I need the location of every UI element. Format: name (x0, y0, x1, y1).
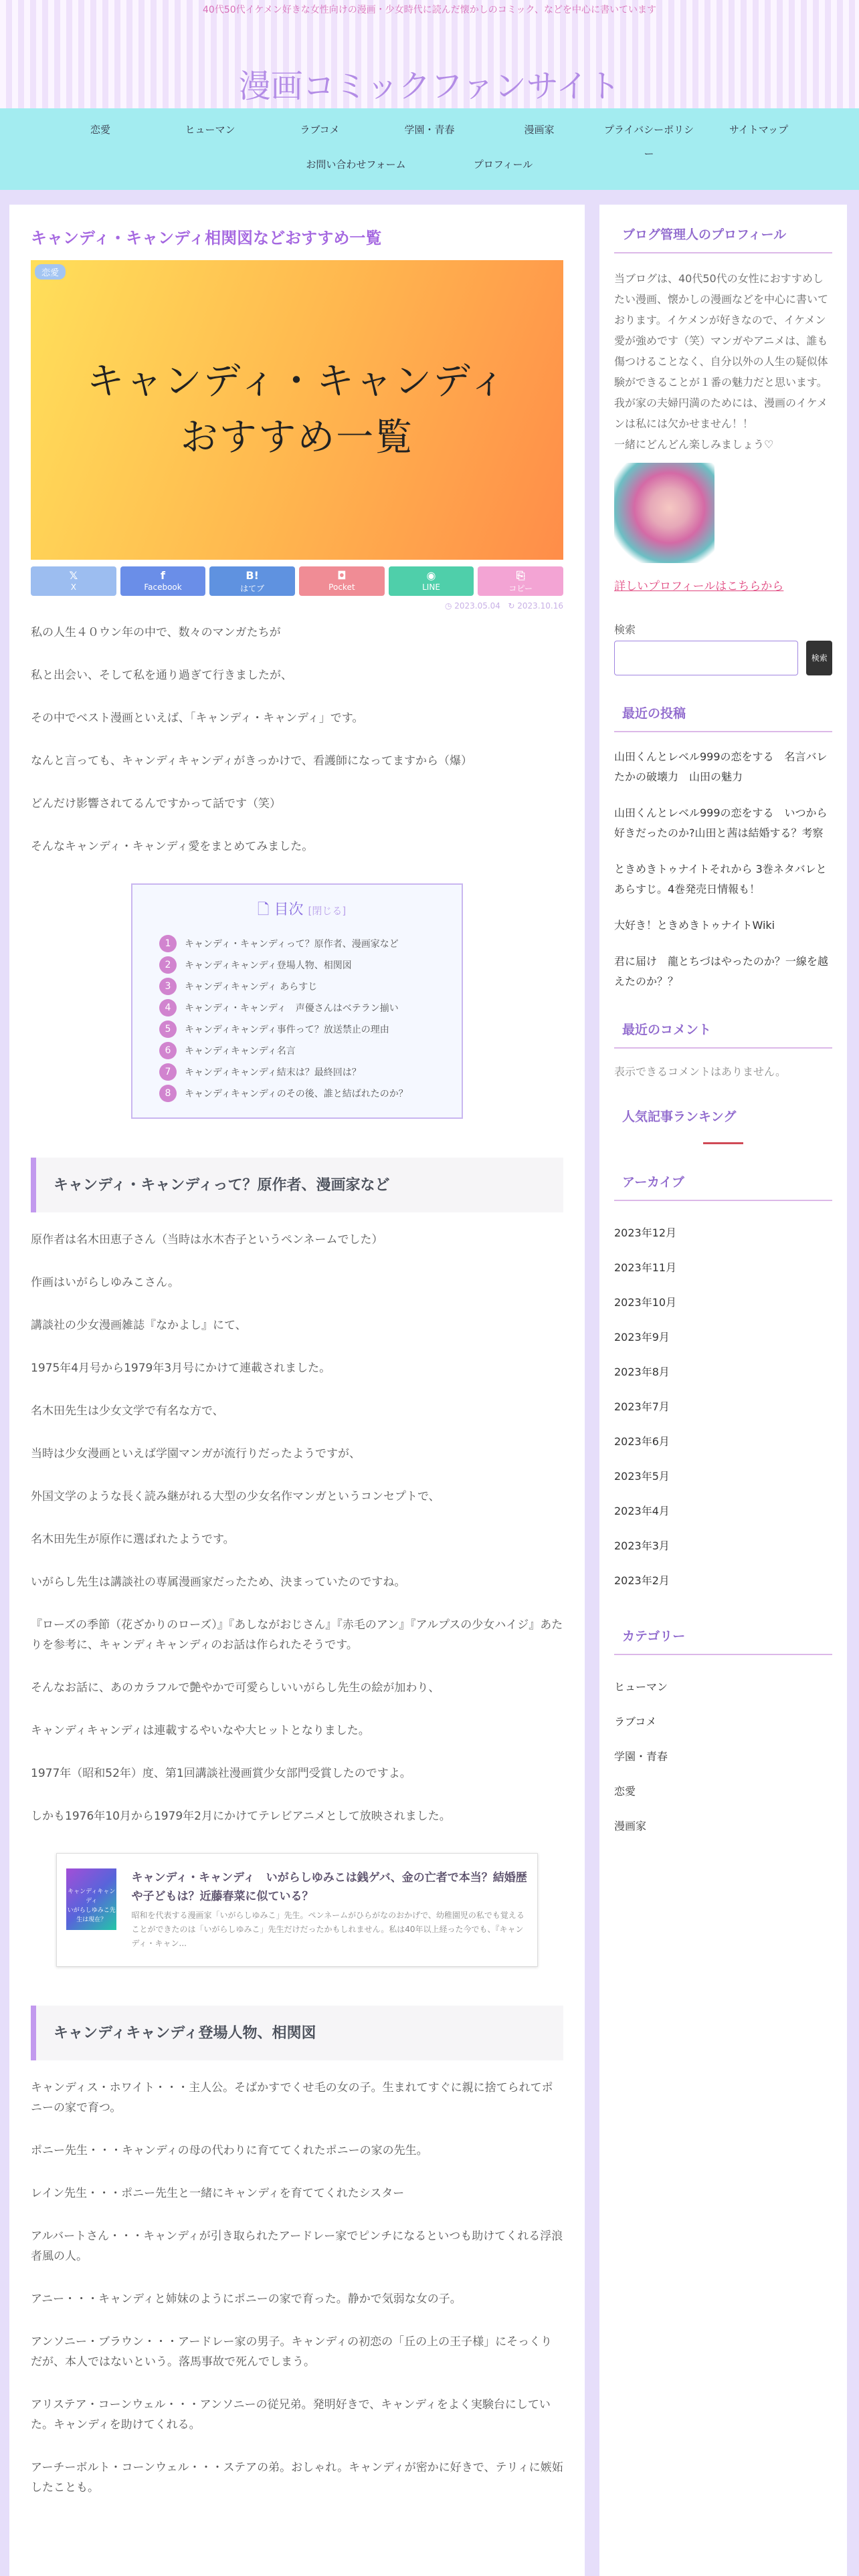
related-article-thumbnail[interactable]: キャンディキャンディ いがらしゆみこ先生は現在？ (66, 1868, 116, 1930)
table-of-contents (131, 883, 463, 1119)
nav-row-secondary (0, 152, 859, 177)
ranking-title: 人気記事ランキング (622, 1109, 737, 1124)
nav-item[interactable]: サイトマップ (729, 124, 789, 136)
section-heading-2: キャンディキャンディ登場人物、相関図 (31, 2006, 563, 2060)
share-label: LINE (422, 582, 440, 592)
paragraph: いがらし先生は講談社の専属漫画家だったため、決まっていたのですね。 (31, 1576, 406, 1589)
paragraph: その中でベスト漫画といえば、「キャンディ・キャンディ」です。 (31, 712, 364, 725)
site-tagline: 40代50代イケメン好きな女性向けの漫画・少女時代に読んだ懐かしのコミック、などを中心に書いています (203, 5, 656, 15)
archive-link[interactable]: 2023年6月 (614, 1435, 670, 1448)
recent-post-link[interactable]: 大好き！ときめきトゥナイトWiki (614, 919, 775, 932)
nav-item[interactable]: 学園・青春 (404, 124, 455, 136)
paragraph: アリステア・コーンウェル・・・アンソニーの従兄弟。発明好きで、キャンディをよく実験台にしていた。キャンディを助けてくれる。 (31, 2398, 551, 2432)
recent-post-link[interactable]: 山田くんとレベル999の恋をする いつから好きだったのか?山田と茜は結婚する？考察 (614, 807, 828, 839)
category-link[interactable]: ヒューマン (614, 1681, 668, 1693)
paragraph: アンソニー・ブラウン・・・アードレー家の男子。キャンディの初恋の「丘の上の王子様」にそっくりだが、本人ではないという。落馬事故で死んでしまう。 (31, 2335, 553, 2369)
eyecatch-line-1: キャンディ・キャンディ (86, 360, 508, 403)
nav-row-primary (0, 118, 859, 160)
paragraph: 原作者は名木田恵子さん（当時は水木杏子というペンネームでした） (31, 1233, 383, 1247)
intro-text (31, 623, 563, 857)
related-article-snippet: 昭和を代表する漫画家「いがらしゆみこ」先生。ペンネームがひらがなのおかげで、幼稚園児の私でも覚えることができたのは「いがらしゆみこ」先生だけだったかもしれません。私は40年以上経った今でも、『キャンディ・キャン... (131, 1911, 524, 1948)
toc-link[interactable]: キャンディキャンディ あらすじ (185, 982, 318, 992)
toc-link[interactable]: キャンディ・キャンディ 声優さんはベテラン揃い (185, 1003, 399, 1014)
post-dates (31, 601, 563, 611)
paragraph: 作画はいがらしゆみこさん。 (31, 1276, 180, 1289)
related-article-title[interactable]: キャンディ・キャンディ いがらしゆみこは銭ゲバ、金の亡者で本当？結婚歴や子どもは？近藤春菜に似ている？ (131, 1871, 527, 1903)
paragraph: そんなキャンディ・キャンディ愛をまとめてみました。 (31, 840, 314, 853)
paragraph: アニー・・・キャンディと姉妹のようにポニーの家で育った。静かで気弱な女の子。 (31, 2292, 462, 2306)
nav-item[interactable]: お問い合わせフォーム (306, 158, 406, 171)
date-updated: 2023.10.16 (517, 601, 563, 611)
recent-posts-title: 最近の投稿 (614, 704, 832, 732)
toc-number: 4 (159, 999, 177, 1016)
eyecatch-image (31, 260, 563, 560)
category-link[interactable]: ラブコメ (614, 1715, 657, 1728)
paragraph: なんと言っても、キャンディキャンディがきっかけで、看護師になってますから（爆） (31, 754, 472, 768)
profile-text: 当ブログは、40代50代の女性におすすめしたい漫画、懐かしの漫画などを中心に書いております。イケメンが好きなので、イケメン愛が強めです（笑）マンガやアニメは、誰も傷つけることなく、自分以外の人生の疑似体験ができることが１番の魅力だと思います。我が家の夫婦円満のためには、漫画のイケメンは私には欠かせません！！ 一緒にどんどん楽しみましょう♡ (614, 272, 829, 451)
recent-post-link[interactable]: 山田くんとレベル999の恋をする 名言バレたかの破壊力 山田の魅力 (614, 750, 828, 783)
search-label: 検索 (614, 623, 636, 636)
profile-widget-title: ブログ管理人のプロフィール (614, 225, 832, 253)
paragraph: ポニー先生・・・キャンディの母の代わりに育ててくれたポニーの家の先生。 (31, 2144, 428, 2157)
share-label: Facebook (144, 582, 182, 592)
document-icon: 🗋 (257, 901, 270, 918)
article-title: キャンディ・キャンディ相関図などおすすめ一覧 (31, 229, 382, 247)
paragraph: 1977年（昭和52年）度、第1回講談社漫画賞少女部門受賞したのですよ。 (31, 1767, 411, 1780)
share-icon: B! (246, 569, 259, 582)
share-button[interactable] (299, 566, 385, 596)
toc-title: 🗋 目次 [閉じる] (257, 901, 347, 918)
toc-item[interactable] (159, 1018, 444, 1040)
site-header (0, 0, 859, 108)
paragraph: 講談社の少女漫画雑誌『なかよし』にて、 (31, 1319, 247, 1332)
site-title[interactable]: 漫画コミックファンサイト (238, 68, 621, 105)
nav-item[interactable]: プロフィール (473, 158, 533, 171)
paragraph: 私の人生４０ウン年の中で、数々のマンガたちが (31, 626, 281, 639)
paragraph: キャンディス・ホワイト・・・主人公。そばかすでくせ毛の女の子。生まれてすぐに親に捨てられてポニーの家で育つ。 (31, 2081, 553, 2115)
date-published: 2023.05.04 (454, 601, 500, 611)
sidebar (599, 205, 847, 2576)
archive-link[interactable]: 2023年4月 (614, 1505, 670, 1517)
share-button[interactable] (389, 566, 474, 596)
paragraph: 外国文学のような長く読み継がれる大型の少女名作マンガというコンセプトで、 (31, 1490, 440, 1503)
nav-item[interactable]: プライバシーポリシー (603, 124, 694, 160)
paragraph: しかも1976年10月から1979年2月にかけてテレビアニメとして放映されました。 (31, 1810, 451, 1823)
archive-link[interactable]: 2023年5月 (614, 1470, 670, 1483)
share-button[interactable] (120, 566, 206, 596)
archive-link[interactable]: 2023年10月 (614, 1296, 677, 1309)
search-form (614, 641, 832, 675)
paragraph: 名木田先生が原作に選ばれたようです。 (31, 1533, 235, 1546)
share-icon: ◘ (337, 569, 347, 582)
avatar (614, 463, 714, 563)
eyecatch-line-2: おすすめ一覧 (180, 416, 414, 459)
search-input[interactable] (614, 641, 798, 675)
archive-link[interactable]: 2023年11月 (614, 1261, 677, 1274)
category-link[interactable]: 恋愛 (614, 1785, 636, 1798)
archive-link[interactable]: 2023年7月 (614, 1400, 670, 1413)
toc-number: 1 (159, 935, 177, 952)
toc-link[interactable]: キャンディキャンディ名言 (185, 1046, 296, 1057)
toc-number: 5 (159, 1021, 177, 1038)
recent-comments-title: 最近のコメント (614, 1020, 832, 1049)
global-nav (0, 108, 859, 190)
archive-link[interactable]: 2023年8月 (614, 1366, 670, 1378)
share-button[interactable] (478, 566, 563, 596)
related-article-card[interactable] (56, 1853, 538, 1967)
paragraph: レイン先生・・・ポニー先生と一緒にキャンディを育ててくれたシスター (31, 2187, 405, 2200)
share-icon: f (161, 569, 165, 582)
archive-link[interactable]: 2023年3月 (614, 1539, 670, 1552)
toc-number: 6 (159, 1042, 177, 1059)
toc-link[interactable]: キャンディ・キャンディって？原作者、漫画家など (185, 939, 399, 950)
update-icon: ↻ (508, 601, 518, 611)
share-label: はてブ (240, 584, 265, 593)
toc-item[interactable] (159, 1083, 444, 1104)
toc-link[interactable]: キャンディキャンディ登場人物、相関図 (185, 960, 352, 971)
nav-item[interactable]: ヒューマン (185, 124, 235, 136)
profile-link[interactable]: 詳しいプロフィールはこちらから (614, 580, 784, 593)
share-label: コピー (508, 584, 533, 593)
toc-number: 3 (159, 978, 177, 995)
main-content (9, 205, 585, 2576)
category-link[interactable]: 学園・青春 (614, 1750, 668, 1763)
share-icon: ⎘ (516, 569, 525, 582)
nav-item[interactable]: 恋愛 (90, 124, 110, 136)
recent-post-link[interactable]: 君に届け 龍とちづはやったのか？一線を越えたのか？？ (614, 955, 828, 988)
nav-item[interactable]: 漫画家 (524, 124, 555, 136)
category-link[interactable]: 漫画家 (614, 1820, 647, 1832)
toc-item[interactable] (159, 933, 444, 954)
no-comments-text: 表示できるコメントはありません。 (614, 1065, 786, 1078)
paragraph: 『ローズの季節（花ざかりのローズ）』『あしながおじさん』『赤毛のアン』『アルプスの少女ハイジ』あたりを参考に、キャンディキャンディのお話は作られたそうです。 (31, 1618, 563, 1652)
toc-number: 7 (159, 1063, 177, 1081)
toc-item[interactable] (159, 997, 444, 1018)
share-icon: ◉ (426, 569, 436, 582)
paragraph: アルバートさん・・・キャンディが引き取られたアードレー家でピンチになるといつも助けてくれる浮浪者風の人。 (31, 2230, 563, 2263)
category-title: カテゴリー (614, 1626, 832, 1655)
share-label: X (70, 582, 76, 592)
paragraph: どんだけ影響されてるんですかって話です（笑） (31, 797, 281, 811)
paragraph: 1975年4月号から1979年3月号にかけて連載されました。 (31, 1362, 331, 1375)
category-badge[interactable]: 恋愛 (35, 264, 66, 280)
toc-item[interactable] (159, 954, 444, 976)
archive-link[interactable]: 2023年2月 (614, 1574, 670, 1587)
toc-number: 8 (159, 1085, 177, 1102)
share-icon: 𝕏 (69, 569, 78, 582)
search-button[interactable]: 検索 (806, 641, 832, 675)
archive-link[interactable]: 2023年9月 (614, 1331, 670, 1344)
share-button[interactable] (209, 566, 295, 596)
share-button[interactable] (31, 566, 116, 596)
toc-number: 2 (159, 956, 177, 974)
paragraph: キャンディキャンディは連載するやいなや大ヒットとなりました。 (31, 1724, 370, 1737)
toc-item[interactable] (159, 1061, 444, 1083)
nav-item[interactable]: ラブコメ (300, 124, 340, 136)
toc-link[interactable]: キャンディキャンディのその後、誰と結ばれたのか？ (185, 1089, 408, 1099)
toc-link[interactable]: キャンディキャンディ事件って？放送禁止の理由 (185, 1025, 389, 1035)
recent-post-link[interactable]: ときめきトゥナイトそれから 3巻ネタバレとあらすじ。4巻発売日情報も！ (614, 863, 827, 895)
toc-link[interactable]: キャンディキャンディ結末は？最終回は？ (185, 1067, 361, 1078)
ranking-divider (703, 1142, 743, 1144)
archive-link[interactable]: 2023年12月 (614, 1226, 677, 1239)
clock-icon: ◷ (444, 601, 455, 611)
section-heading-1: キャンディ・キャンディって？原作者、漫画家など (31, 1158, 563, 1212)
paragraph: 名木田先生は少女文学で有名な方で、 (31, 1404, 224, 1418)
paragraph: 私と出会い、そして私を通り過ぎて行きましたが、 (31, 669, 292, 682)
archive-title: アーカイブ (614, 1172, 832, 1201)
paragraph: アーチーボルト・コーンウェル・・・ステアの弟。おしゃれ。キャンディが密かに好きで、テリィに嫉妬したことも。 (31, 2461, 563, 2494)
toc-item[interactable] (159, 1040, 444, 1061)
paragraph: そんなお話に、あのカラフルで艶やかで可愛らしいいがらし先生の絵が加わり、 (31, 1681, 440, 1695)
toc-close-toggle[interactable]: [閉じる] (308, 905, 347, 917)
share-buttons (31, 566, 563, 596)
toc-item[interactable] (159, 976, 444, 997)
paragraph: 当時は少女漫画といえば学園マンガが流行りだったようですが、 (31, 1447, 361, 1461)
share-label: Pocket (328, 582, 355, 592)
